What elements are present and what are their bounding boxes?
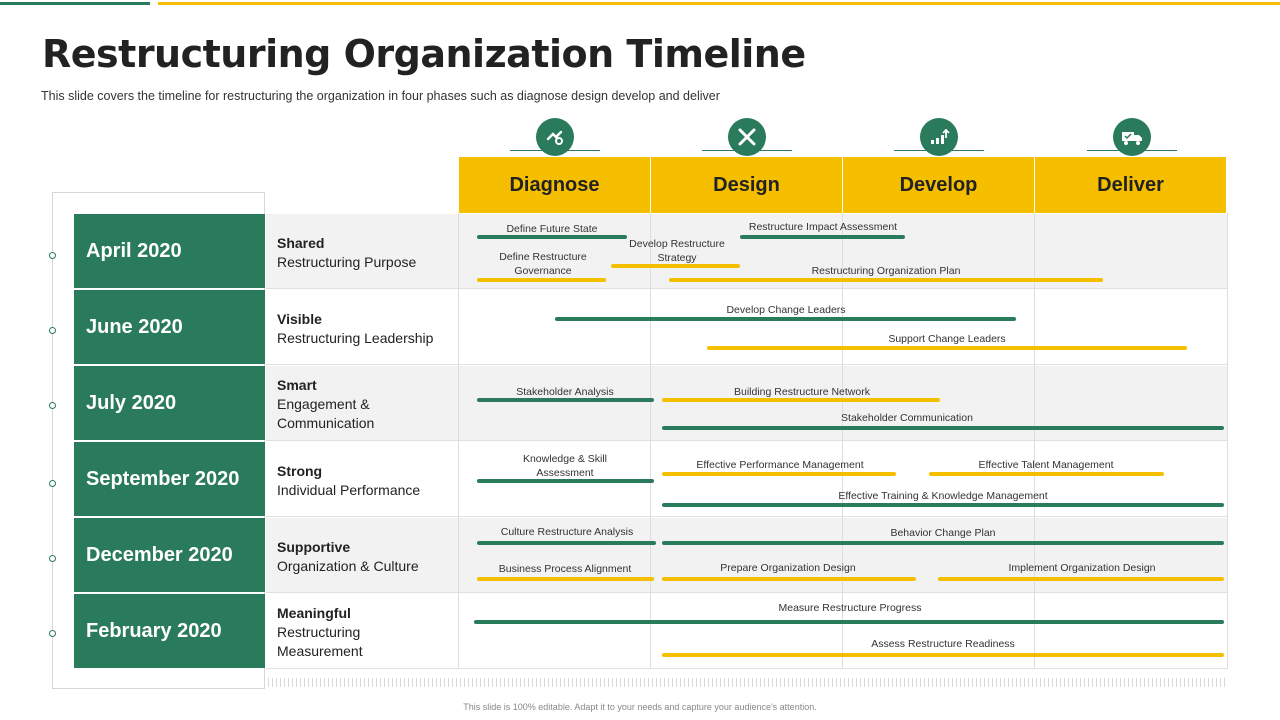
task-label: Restructure Impact Assessment: [748, 221, 898, 233]
task-bar: [740, 235, 905, 239]
row-description-rest: Restructuring Measurement: [277, 624, 363, 659]
task-label: Implement Organization Design: [1008, 562, 1156, 574]
task-bar: [555, 317, 1016, 321]
phase-header-design: Design: [651, 157, 842, 213]
timeline-dot: [49, 402, 56, 409]
task-bar: [662, 503, 1224, 507]
task-bar: [669, 278, 1103, 282]
task-bar: [662, 426, 1224, 430]
task-label: Effective Talent Management: [978, 459, 1114, 471]
column-divider: [1227, 213, 1228, 669]
row-description-rest: Restructuring Purpose: [277, 254, 417, 270]
date-september-2020: September 2020: [74, 442, 265, 516]
task-bar: [662, 541, 1224, 545]
task-label: Behavior Change Plan: [890, 527, 996, 539]
row-description-strong: Meaningful: [277, 605, 351, 621]
row-description: [277, 604, 363, 661]
task-bar: [477, 235, 627, 239]
phase-header-develop: Develop: [843, 157, 1034, 213]
task-bar: [662, 577, 916, 581]
row-description-strong: Strong: [277, 463, 323, 479]
task-bar: [477, 479, 654, 483]
task-label: Restructuring Organization Plan: [811, 265, 961, 277]
date-june-2020: June 2020: [74, 290, 265, 364]
row-description: [277, 376, 374, 433]
task-bar: [662, 398, 940, 402]
date-july-2020: July 2020: [74, 366, 265, 440]
task-label: Assess Restructure Readiness: [871, 638, 1015, 650]
task-bar: [477, 398, 654, 402]
delivery-truck-icon: [1113, 118, 1151, 156]
task-label: Develop Change Leaders: [726, 304, 846, 316]
task-label: Knowledge & Skill Assessment: [522, 453, 608, 479]
task-label: Develop Restructure Strategy: [629, 238, 725, 264]
slide-title: Restructuring Organization Timeline: [42, 32, 806, 76]
date-april-2020: April 2020: [74, 214, 265, 288]
row-description: [277, 462, 420, 500]
timeline-dot: [49, 480, 56, 487]
timeline-row-background: [266, 594, 1227, 669]
phase-header-deliver: Deliver: [1035, 157, 1226, 213]
task-label: Support Change Leaders: [888, 333, 1006, 345]
task-bar: [477, 278, 606, 282]
pencil-ruler-icon: [728, 118, 766, 156]
slide-footer: This slide is 100% editable. Adapt it to your needs and capture your audience's attention.: [463, 702, 817, 712]
task-label: Culture Restructure Analysis: [500, 526, 634, 538]
task-bar: [929, 472, 1164, 476]
row-description: [277, 310, 433, 348]
row-description-strong: Shared: [277, 235, 325, 251]
task-label: Building Restructure Network: [734, 386, 870, 398]
column-divider: [650, 213, 651, 669]
top-accent-yellow: [158, 2, 1280, 5]
row-description-rest: Engagement & Communication: [277, 396, 375, 431]
bottom-scale-hatch: [268, 678, 1226, 687]
task-label: Define Restructure Governance: [499, 251, 587, 277]
growth-chart-icon: [920, 118, 958, 156]
timeline-dot: [49, 630, 56, 637]
timeline-dot: [49, 327, 56, 334]
task-label: Stakeholder Communication: [841, 412, 973, 424]
row-description: [277, 538, 419, 576]
task-label: Business Process Alignment: [498, 563, 632, 575]
row-description-rest: Organization & Culture: [277, 558, 419, 574]
task-bar: [477, 541, 656, 545]
task-label: Measure Restructure Progress: [778, 602, 922, 614]
task-label: Stakeholder Analysis: [516, 386, 614, 398]
task-bar: [662, 653, 1224, 657]
timeline-dot: [49, 555, 56, 562]
row-description-rest: Restructuring Leadership: [277, 330, 434, 346]
date-december-2020: December 2020: [74, 518, 265, 592]
task-bar: [938, 577, 1224, 581]
timeline-dot: [49, 252, 56, 259]
task-bar: [662, 472, 896, 476]
column-divider: [458, 213, 459, 669]
task-bar: [611, 264, 740, 268]
task-label: Define Future State: [506, 223, 598, 235]
row-description-strong: Supportive: [277, 539, 351, 555]
task-bar: [477, 577, 654, 581]
task-label: Effective Training & Knowledge Management: [838, 490, 1048, 502]
task-label: Prepare Organization Design: [720, 562, 856, 574]
top-accent-green: [0, 2, 150, 5]
phase-header-diagnose: Diagnose: [459, 157, 650, 213]
row-description-rest: Individual Performance: [277, 482, 421, 498]
row-description-strong: Visible: [277, 311, 322, 327]
task-bar: [474, 620, 1224, 624]
task-label: Effective Performance Management: [696, 459, 864, 471]
row-description: [277, 234, 416, 272]
row-description-strong: Smart: [277, 377, 317, 393]
task-bar: [707, 346, 1187, 350]
slide-subtitle: This slide covers the timeline for restructuring the organization in four phases such as diagnose design develop and deliver: [41, 89, 720, 103]
date-february-2020: February 2020: [74, 594, 265, 668]
handshake-icon: [536, 118, 574, 156]
